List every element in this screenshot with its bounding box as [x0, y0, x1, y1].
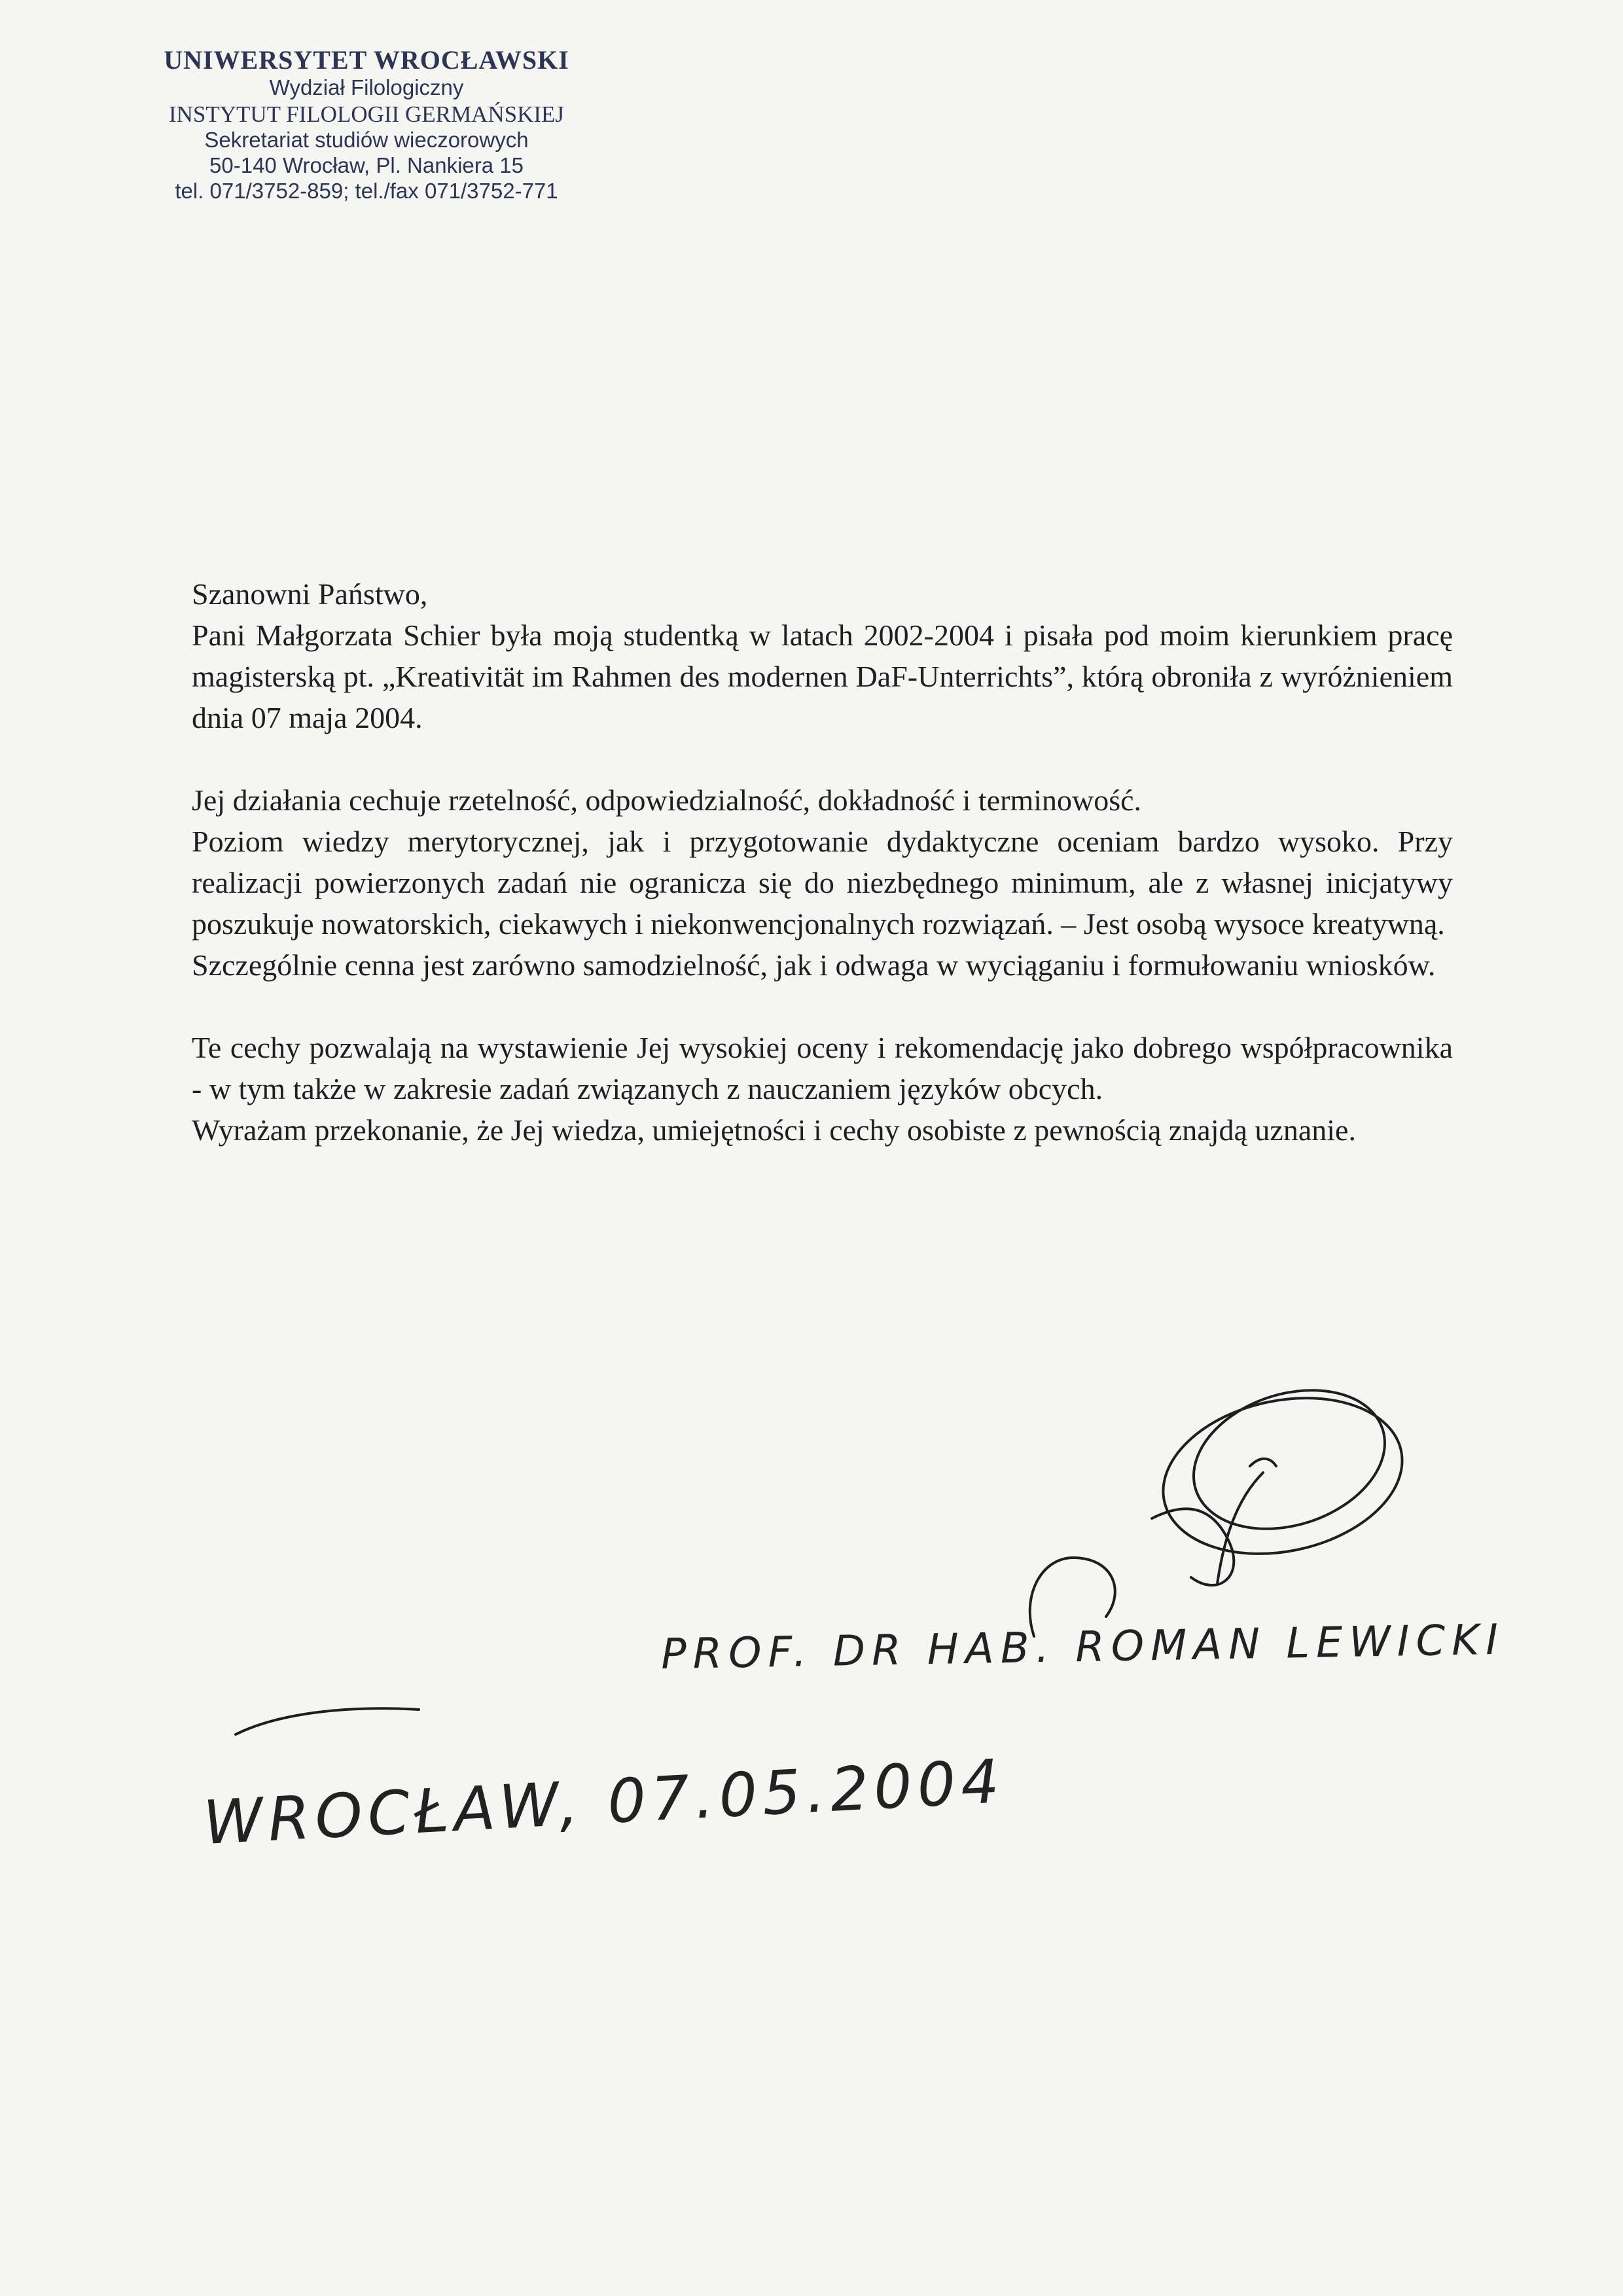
letter-salutation: Szanowni Państwo,: [192, 577, 428, 611]
place-and-date-handwritten: WROCŁAW, 07.05.2004: [202, 1746, 1007, 1858]
letter-paragraph-3a: Te cechy pozwalają na wystawienie Jej wysokiej oceny i rekomendację jako dobrego współpracownika - w tym także w zakresie zadań związanych z nauczaniem języków obcych.: [192, 1031, 1453, 1105]
paragraph-gap: [192, 986, 1453, 1027]
letterhead-faculty: Wydział Filologiczny: [269, 75, 464, 100]
letter-paragraph-1: Pani Małgorzata Schier była moją studentką w latach 2002-2004 i pisała pod moim kierunkiem pracę magisterską pt. „Kreativität im Rahmen des modernen DaF-Unterrichts”, którą obroniła z wyróżnieniem dnia 07 maja 2004.: [192, 619, 1453, 734]
letterhead-address: 50-140 Wrocław, Pl. Nankiera 15: [209, 153, 524, 178]
letter-paragraph-2c: Szczególnie cenna jest zarówno samodzielność, jak i odwaga w wyciąganiu i formułowaniu wniosków.: [192, 948, 1436, 982]
signature-name-handwritten: PROF. DR HAB. ROMAN LEWICKI: [660, 1615, 1505, 1679]
letterhead-institute: INSTYTUT FILOLOGII GERMAŃSKIEJ: [168, 101, 565, 128]
letterhead-secretariat: Sekretariat studiów wieczorowych: [204, 128, 529, 152]
letter-paragraph-2a: Jej działania cechuje rzetelność, odpowiedzialność, dokładność i terminowość.: [192, 783, 1142, 817]
letterhead-university: UNIWERSYTET WROCŁAWSKI: [164, 45, 569, 75]
letterhead-phone: tel. 071/3752-859; tel./fax 071/3752-771: [175, 179, 558, 204]
letter-paragraph-3b: Wyrażam przekonanie, że Jej wiedza, umiejętności i cechy osobiste z pewnością znajdą uznanie.: [192, 1113, 1356, 1147]
paragraph-gap: [192, 738, 1453, 780]
letterhead-stamp: [118, 45, 615, 204]
letter-paragraph-2b: Poziom wiedzy merytorycznej, jak i przygotowanie dydaktyczne oceniam bardzo wysoko. Przy realizacji powierzonych zadań nie ogranicza się do niezbędnego minimum, ale z własnej inicjatywy poszukuje nowatorskich, ciekawych i niekonwencjonalnych rozwiązań. – Jest osobą wysoce kreatywną.: [192, 825, 1453, 941]
letter-body: [192, 573, 1453, 1151]
